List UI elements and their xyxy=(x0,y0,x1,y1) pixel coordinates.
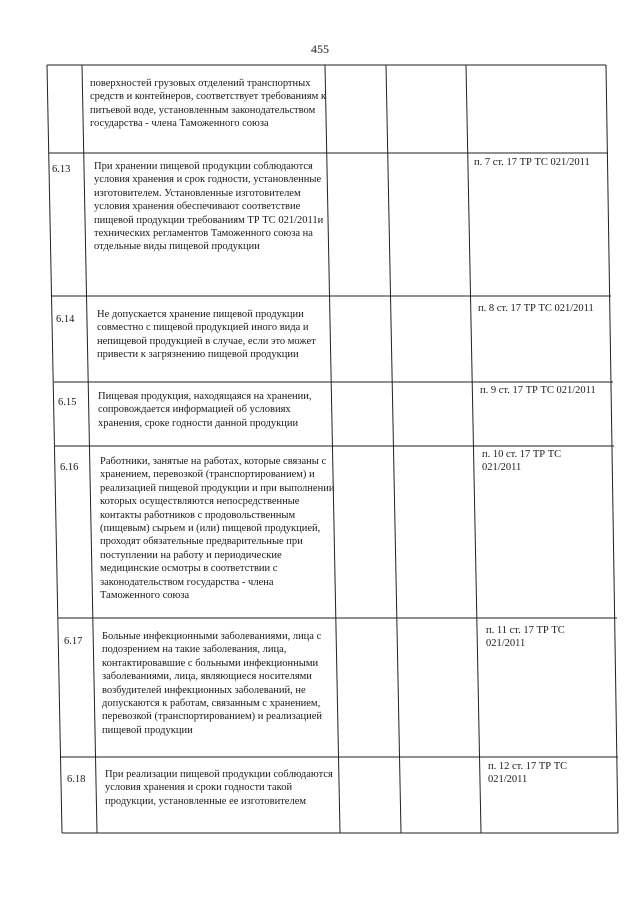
legal-reference: п. 9 ст. 17 ТР ТС 021/2011 xyxy=(480,385,596,396)
legal-reference: п. 8 ст. 17 ТР ТС 021/2011 xyxy=(478,303,594,314)
legal-reference: п. 7 ст. 17 ТР ТС 021/2011 xyxy=(474,157,590,168)
legal-reference: п. 11 ст. 17 ТР ТС 021/2011 xyxy=(486,625,565,650)
page-number: 455 xyxy=(311,42,329,56)
item-number: 6.14 xyxy=(56,314,75,325)
requirement-text: поверхностей грузовых отделений транспортных средств и контейнеров, соответствует требованиям к питьевой воде, установленным законодательством государства - члена Таможенного союза xyxy=(90,78,326,130)
requirement-text: Работники, занятые на работах, которые связаны с хранением, перевозкой (транспортированием) и реализацией пищевой продукции и при выполнении которых осуществляются непосредственные контакты работников с продовольственным (пищевым) сырьем и (или) пищевой продукцией, проходят обязательные предварительные при поступлении на работу и периодические медицинские осмотры в соответствии с законодательством государства - члена Таможенного союза xyxy=(100,456,335,602)
item-number: 6.18 xyxy=(67,774,86,785)
requirement-text: При реализации пищевой продукции соблюдаются условия хранения и сроки годности такой продукции, установленные ее изготовителем xyxy=(105,769,333,807)
requirement-text: При хранении пищевой продукции соблюдаются условия хранения и срок годности, установленные изготовителем. Установленные изготовителем условия хранения обеспечивают соответствие пищевой продукции требованиям ТР ТС 021/2011и технических регламентов Таможенного союза на отдельные виды пищевой продукции xyxy=(94,161,324,253)
legal-reference: п. 10 ст. 17 ТР ТС 021/2011 xyxy=(482,449,562,474)
item-number: 6.15 xyxy=(58,397,77,408)
requirement-text: Пищевая продукция, находящаяся на хранении, сопровождается информацией об условиях хранения, сроке годности данной продукции xyxy=(98,391,312,429)
requirement-text: Больные инфекционными заболеваниями, лица с подозрением на такие заболевания, лица, контактировавшие с больными инфекционными заболеваниями, лица, являющиеся носителями возбудителей инфекционных заболеваний, не допускаются к работам, связанным с хранением, перевозкой (транспортированием) и реализацией пищевой продукции xyxy=(102,631,322,736)
item-number: 6.16 xyxy=(60,462,79,473)
legal-reference: п. 12 ст. 17 ТР ТС 021/2011 xyxy=(488,761,568,786)
item-number: 6.13 xyxy=(52,164,71,175)
requirement-text: Не допускается хранение пищевой продукции совместно с пищевой продукцией иного вида и непищевой продукцией в случае, если это может привести к загрязнению пищевой продукции xyxy=(97,309,316,361)
item-number: 6.17 xyxy=(64,636,83,647)
